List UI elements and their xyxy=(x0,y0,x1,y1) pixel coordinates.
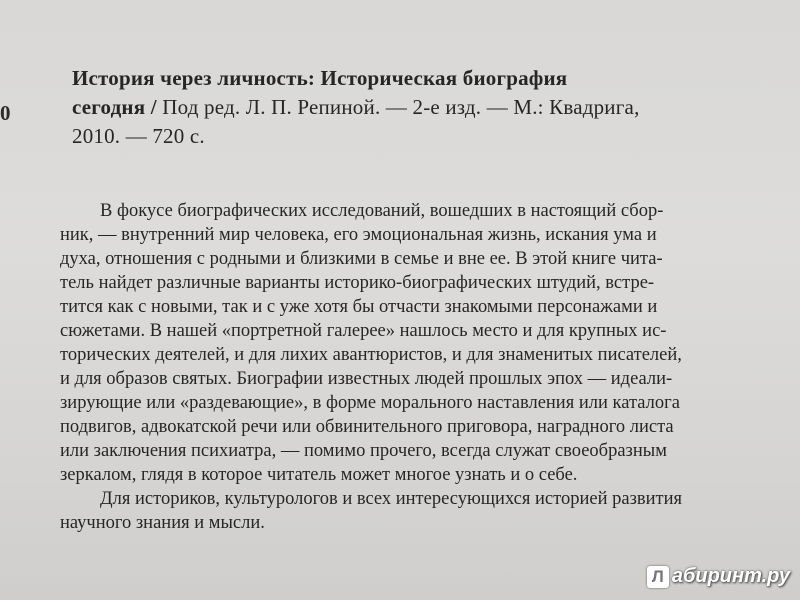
text-line: торических деятелей, и для лихих авантюристов, и для знаменитых писателей, xyxy=(60,345,682,365)
heading-title-line: История через личность: Историческая биография xyxy=(72,66,568,90)
margin-digit: 0 xyxy=(0,101,11,125)
text-line: зирующие или «раздевающие», в форме морального наставления или каталога xyxy=(60,393,680,413)
bibliographic-heading xyxy=(72,64,772,151)
text-line: сюжетами. В нашей «портретной галерее» нашлось место и для крупных ис- xyxy=(60,321,667,341)
text-line: и для образов святых. Биографии известных людей прошлых эпох — идеали- xyxy=(60,369,673,389)
heading-editor-line xyxy=(72,93,772,122)
text-line: Для историков, культурологов и всех интересующихся историей развития xyxy=(100,489,683,509)
text-line: ник, — внутренний мир человека, его эмоциональная жизнь, искания ума и xyxy=(60,225,657,245)
labirint-watermark xyxy=(647,565,790,588)
watermark-text: абиринт.ру xyxy=(671,565,790,587)
text-line: духа, отношения с родными и близкими в семье и вне ее. В этой книге чита- xyxy=(60,249,663,269)
text-line: научного знания и мысли. xyxy=(60,513,265,533)
text-line: подвигов, адвокатской речи или обвинительного приговора, наградного листа xyxy=(60,417,674,437)
annotation-text xyxy=(60,199,800,535)
text-line: В фокусе биографических исследований, вошедших в настоящий сбор- xyxy=(100,201,664,221)
text-line: или заключения психиатра, — помимо прочего, всегда служат своеобразным xyxy=(60,441,667,461)
heading-title-end: сегодня / xyxy=(72,95,157,119)
text-line: зеркалом, глядя в которое читатель может многое узнать и о себе. xyxy=(60,465,578,485)
text-line: тель найдет различные варианты историко-биографических штудий, встре- xyxy=(60,273,655,293)
heading-editor-text: Под ред. Л. П. Репиной. — 2-е изд. — М.: Квадрига, xyxy=(156,95,640,119)
heading-year-pages: 2010. — 720 с. xyxy=(72,124,205,148)
labirint-logo-icon: Л xyxy=(647,566,669,588)
text-line: тится как с новыми, так и с уже хотя бы отчасти знакомыми персонажами и xyxy=(60,297,658,317)
